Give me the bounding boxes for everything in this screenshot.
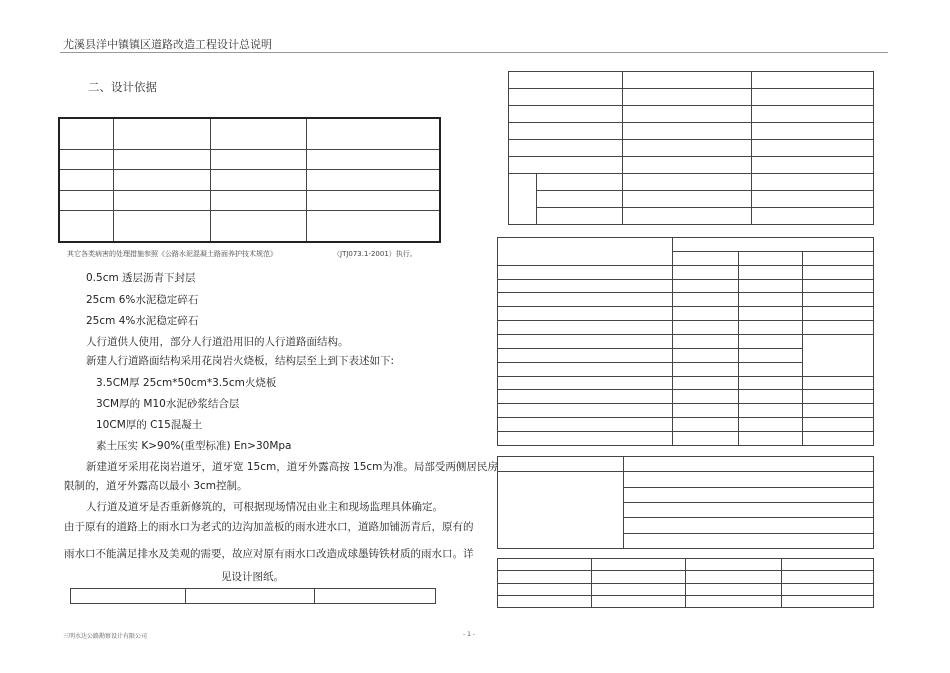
drain-text-line-1: 由于原有的道路上的雨水口为老式的边沟加盖板的雨水进水口，道路加铺沥青后，原有的 bbox=[64, 521, 474, 533]
table-row bbox=[498, 457, 874, 472]
table-row bbox=[59, 149, 440, 170]
section-heading: 二、设计依据 bbox=[88, 80, 157, 94]
table-row bbox=[498, 390, 874, 404]
table-row bbox=[498, 293, 874, 307]
table-row bbox=[509, 174, 874, 191]
note-standard-code: （JTJ073.1-2001）执行。 bbox=[333, 250, 417, 258]
curb-text-line-3: 人行道及道牙是否重新修筑的，可根据现场情况由业主和现场监理具体确定。 bbox=[86, 501, 443, 513]
footer-page-number: - 1 - bbox=[463, 631, 475, 638]
right-table-2 bbox=[497, 237, 874, 446]
drain-text-line-3: 见设计图纸。 bbox=[221, 571, 284, 583]
table-row bbox=[509, 140, 874, 157]
header-divider bbox=[60, 52, 888, 53]
pavement-layer-2: 25cm 6%水泥稳定碎石 bbox=[86, 294, 199, 306]
table-row bbox=[498, 404, 874, 418]
table-row bbox=[498, 376, 874, 390]
table-row bbox=[509, 123, 874, 140]
pavement-layer-3: 25cm 4%水泥稳定碎石 bbox=[86, 315, 199, 327]
document-header-title: 尤溪县洋中镇镇区道路改造工程设计总说明 bbox=[63, 38, 272, 51]
table-row bbox=[59, 211, 440, 242]
table-row bbox=[498, 418, 874, 432]
table-row bbox=[498, 238, 874, 252]
sidewalk-layer-3: 10CM厚的 C15混凝土 bbox=[96, 419, 203, 431]
table-row bbox=[498, 335, 874, 349]
sidewalk-layer-4: 素土压实 K>90%(重型标准) En>30Mpa bbox=[96, 440, 292, 452]
table-row bbox=[498, 559, 874, 571]
curb-text-line-2: 限制的，道牙外露高以最小 3cm控制。 bbox=[64, 480, 248, 492]
table-row bbox=[498, 307, 874, 321]
design-basis-table bbox=[58, 117, 441, 243]
maintenance-note bbox=[67, 249, 417, 259]
table-row bbox=[509, 157, 874, 174]
table-row bbox=[509, 72, 874, 89]
table-row bbox=[498, 472, 874, 487]
table-row bbox=[59, 118, 440, 149]
table-row bbox=[498, 595, 874, 607]
table-row bbox=[509, 106, 874, 123]
table-row bbox=[509, 191, 874, 208]
curb-text-line-1: 新建道牙采用花岗岩道牙，道牙宽 15cm，道牙外露高按 15cm为准。局部受两侧居民房 bbox=[86, 461, 498, 473]
right-table-3 bbox=[497, 456, 874, 549]
table-row bbox=[509, 89, 874, 106]
drain-text-line-2: 雨水口不能满足排水及美观的需要，故应对原有雨水口改造成球墨铸铁材质的雨水口。详 bbox=[64, 548, 474, 560]
sidewalk-structure-intro: 新建人行道路面结构采用花岗岩火烧板，结构层至上到下表述如下: bbox=[86, 355, 395, 367]
sidewalk-reuse-text: 人行道供人使用，部分人行道沿用旧的人行道路面结构。 bbox=[86, 336, 349, 348]
table-row bbox=[498, 265, 874, 279]
table-row bbox=[509, 208, 874, 225]
footer-company-name: 三明水达公路勘察设计有限公司 bbox=[63, 633, 148, 640]
pavement-layer-1: 0.5cm 透层沥青下封层 bbox=[86, 272, 196, 284]
table-row bbox=[59, 190, 440, 211]
table-row bbox=[498, 432, 874, 446]
table-row bbox=[498, 571, 874, 583]
table-row bbox=[498, 583, 874, 595]
table-row bbox=[498, 321, 874, 335]
right-table-4 bbox=[497, 558, 874, 608]
bottom-left-table bbox=[70, 588, 436, 604]
note-text: 其它各类病害的处理措施参照《公路水泥混凝土路面养护技术规范》 bbox=[67, 250, 277, 258]
right-table-1 bbox=[508, 71, 874, 225]
sidewalk-layer-1: 3.5CM厚 25cm*50cm*3.5cm火烧板 bbox=[96, 377, 277, 389]
table-row bbox=[498, 279, 874, 293]
sidewalk-layer-2: 3CM厚的 M10水泥砂浆结合层 bbox=[96, 398, 240, 410]
table-row bbox=[59, 170, 440, 191]
table-row bbox=[71, 589, 436, 604]
